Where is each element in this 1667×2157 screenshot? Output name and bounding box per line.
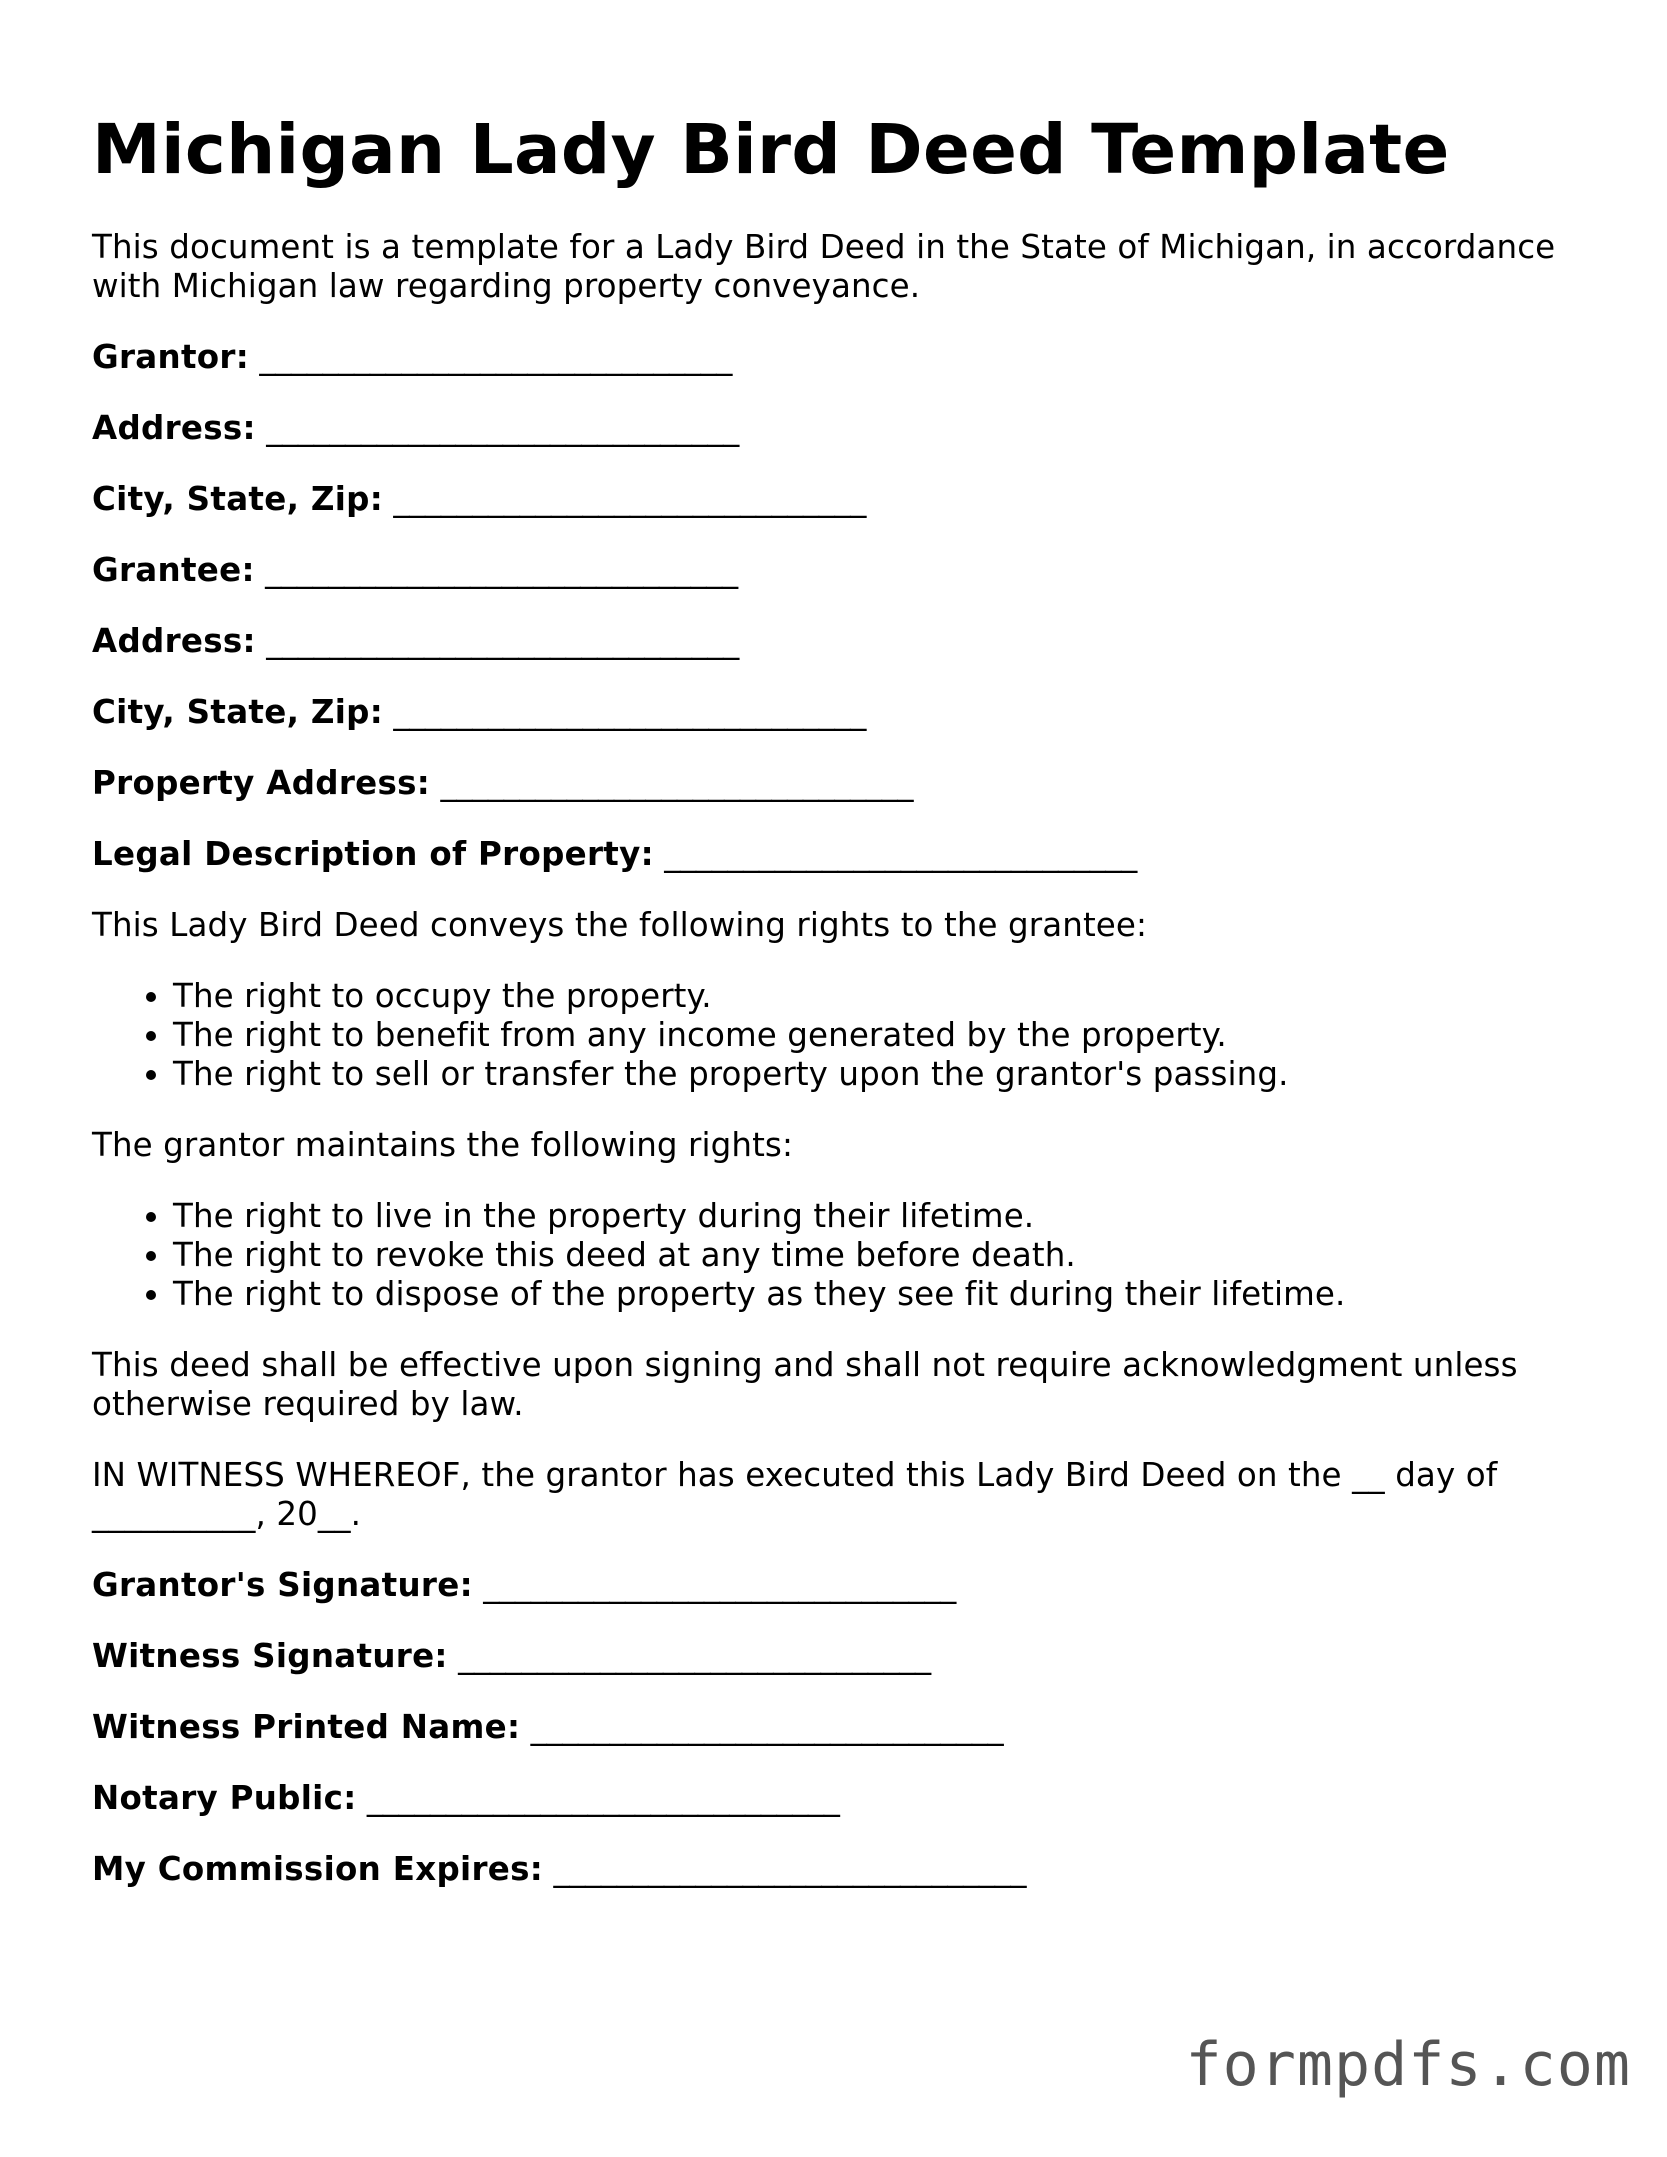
field-blank: ______________________________ [664,835,1137,873]
field-blank: ______________________________ [458,1637,931,1675]
field-blank: ______________________________ [393,693,866,731]
field-blank: ______________________________ [259,338,732,376]
field-label: City, State, Zip: [92,693,384,731]
field-witness-signature [92,1637,1592,1676]
field-notary-public [92,1779,1592,1818]
field-blank: ______________________________ [266,622,739,660]
field-blank: ______________________________ [440,764,913,802]
field-label: Witness Printed Name: [92,1708,521,1746]
list-item: • The right to revoke this deed at any time before death. [173,1236,1592,1275]
document-page [92,108,1592,1921]
field-grantor [92,338,1592,377]
field-grantor-address [92,409,1592,448]
field-grantee [92,551,1592,590]
intro-paragraph: This document is a template for a Lady Bird Deed in the State of Michigan, in accordance with Michigan law regarding property conveyance. [92,228,1556,305]
grantee-rights-list [92,977,1592,1094]
field-label: City, State, Zip: [92,480,384,518]
field-witness-printed-name [92,1708,1592,1747]
field-label: Legal Description of Property: [92,835,654,873]
field-grantor-city-state-zip [92,480,1592,519]
grantor-rights-list [92,1197,1592,1314]
field-grantee-city-state-zip [92,693,1592,732]
page-title: Michigan Lady Bird Deed Template [92,110,1450,190]
list-item: • The right to sell or transfer the property upon the grantor's passing. [173,1055,1592,1094]
list-item: • The right to benefit from any income generated by the property. [173,1016,1592,1055]
field-blank: ______________________________ [393,480,866,518]
field-grantor-signature [92,1566,1592,1605]
field-blank: ______________________________ [530,1708,1004,1746]
field-blank: ______________________________ [265,551,738,589]
field-property-address [92,764,1592,803]
field-label: Grantee: [92,551,255,589]
grantee-rights-intro: This Lady Bird Deed conveys the following rights to the grantee: [92,906,1148,944]
field-blank: ______________________________ [483,1566,956,1604]
field-blank: ______________________________ [553,1850,1026,1888]
effective-paragraph: This deed shall be effective upon signing and shall not require acknowledgment unless otherwise required by law. [92,1346,1518,1423]
field-label: Address: [92,409,256,447]
field-label: Grantor: [92,338,250,376]
field-label: Grantor's Signature: [92,1566,473,1604]
field-commission-expires [92,1850,1592,1889]
field-label: My Commission Expires: [92,1850,544,1888]
list-item: • The right to occupy the property. [173,977,1592,1016]
field-blank: ______________________________ [366,1779,840,1817]
field-grantee-address [92,622,1592,661]
field-label: Property Address: [92,764,431,802]
field-label: Address: [92,622,256,660]
field-label: Witness Signature: [92,1637,448,1675]
witness-paragraph: IN WITNESS WHEREOF, the grantor has executed this Lady Bird Deed on the __ day of __________, 20__. [92,1456,1498,1533]
grantor-rights-intro: The grantor maintains the following rights: [92,1126,794,1164]
field-label: Notary Public: [92,1779,357,1817]
field-legal-description [92,835,1592,874]
list-item: • The right to live in the property during their lifetime. [173,1197,1592,1236]
list-item: • The right to dispose of the property as they see fit during their lifetime. [173,1275,1592,1314]
watermark: formpdfs.com [1185,2030,1631,2100]
field-blank: ______________________________ [266,409,739,447]
